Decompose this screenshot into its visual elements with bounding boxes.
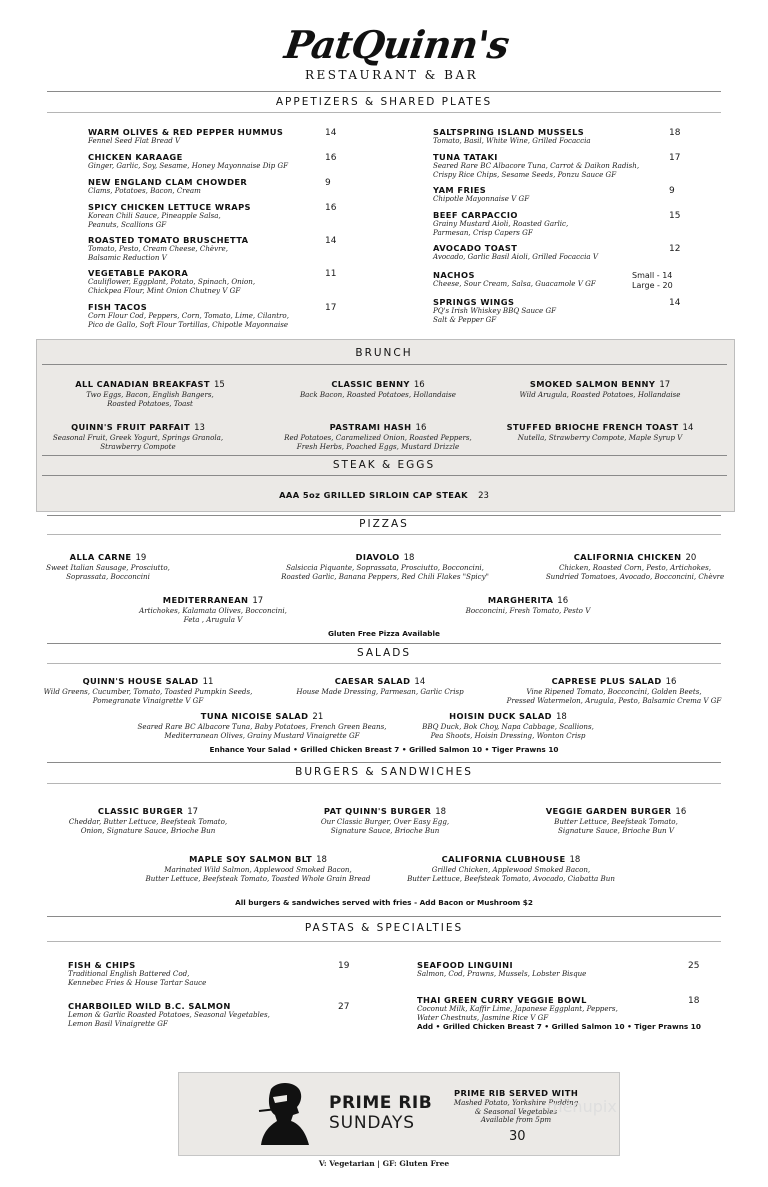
item-price: 11 [325, 269, 337, 279]
steak-item [0, 483, 768, 502]
item-description: Bocconcini, Fresh Tomato, Pesto V [465, 606, 591, 615]
item-name: TUNA NICOISE SALAD [200, 711, 309, 721]
item-price: 14 [669, 298, 681, 308]
item-price: 19 [338, 961, 350, 971]
menu-item [68, 1001, 328, 1028]
item-description: Lemon & Garlic Roasted Potatoes, Seasonal Vegetables, Lemon Basil Vinaigrette GF [68, 1010, 270, 1028]
menu-item [398, 704, 618, 740]
thai-add-note: Add • Grilled Chicken Breast 7 • Grilled Salmon 10 • Tiger Prawns 10 [417, 1022, 701, 1031]
item-price-small: Small - 14 [632, 271, 673, 280]
menu-item [132, 704, 392, 740]
item-title-line [418, 588, 638, 607]
item-price: 19 [135, 553, 147, 563]
item-name: NACHOS [433, 270, 475, 280]
item-price: 18 [569, 855, 581, 865]
item-name: THAI GREEN CURRY VEGGIE BOWL [417, 995, 587, 1005]
menu-item [253, 415, 503, 451]
item-name: CAPRESE PLUS SALAD [551, 676, 662, 686]
divider [42, 364, 727, 365]
restaurant-logo [281, 22, 512, 82]
item-description: Fennel Seed Flat Bread V [88, 136, 181, 145]
item-price: 17 [187, 807, 199, 817]
item-description: Our Classic Burger, Over Easy Egg, Signature Sauce, Brioche Bun [320, 817, 450, 835]
item-price: 16 [557, 596, 569, 606]
menu-item [88, 177, 315, 196]
divider [47, 643, 721, 644]
promo-subtitle: SUNDAYS [329, 1113, 415, 1133]
item-name: ALL CANADIAN BREAKFAST [75, 379, 210, 389]
item-name: CHARBOILED WILD B.C. SALMON [68, 1001, 231, 1011]
item-description: Grilled Chicken, Applewood Smoked Bacon, Butter Lettuce, Beefsteak Tomato, Avocado, Ciabatta Bun [407, 865, 615, 883]
menu-item [418, 588, 638, 616]
menu-item [128, 847, 388, 883]
menu-item [8, 545, 208, 581]
item-title-line [270, 669, 490, 688]
item-description: Korean Chili Sauce, Pineapple Salsa, Peanuts, Scallions GF [88, 211, 221, 229]
item-title-line [381, 847, 641, 866]
item-name: QUINN'S HOUSE SALAD [82, 676, 199, 686]
divider [47, 916, 721, 917]
item-description: Cheese, Sour Cream, Salsa, Guacamole V GF [433, 279, 596, 288]
menu-item [417, 995, 678, 1022]
burger-note: All burgers & sandwiches served with fries - Add Bacon or Mushroom $2 [235, 898, 533, 907]
divider [47, 663, 721, 664]
item-price: 16 [325, 153, 337, 163]
diet-legend: V: Vegetarian | GF: Gluten Free [318, 1159, 450, 1168]
menu-item [68, 960, 328, 987]
item-price: 16 [415, 423, 427, 433]
item-description: Avocado, Garlic Basil Aioli, Grilled Focaccia V [433, 252, 598, 261]
promo-served-desc: Mashed Potato, Yorkshire Pudding & Seasonal Vegetables Available from 5pm [453, 1098, 579, 1125]
item-price: 25 [688, 961, 700, 971]
item-description: Wild Greens, Cucumber, Tomato, Toasted Pumpkin Seeds, Pomegranate Vinaigrette V GF [43, 687, 253, 705]
menu-item [275, 799, 495, 835]
menu-item [268, 372, 488, 400]
item-name: TUNA TATAKI [433, 152, 498, 162]
item-price: 9 [669, 186, 675, 196]
item-description: House Made Dressing, Parmesan, Garlic Crisp [296, 687, 464, 696]
menu-item [270, 669, 490, 697]
logo-script: PatQuinn's [281, 22, 512, 67]
item-title-line [132, 704, 392, 723]
section-title-steak: STEAK & EGGS [332, 459, 436, 471]
divider [47, 112, 721, 113]
item-name: YAM FRIES [433, 185, 487, 195]
item-name: SEAFOOD LINGUINI [417, 960, 513, 970]
divider [47, 762, 721, 763]
divider [47, 783, 721, 784]
item-price: 17 [659, 380, 671, 390]
menu-item [28, 669, 268, 705]
item-price: 16 [325, 203, 337, 213]
item-price: 15 [669, 211, 681, 221]
item-name: WARM OLIVES & RED PEPPER HUMMUS [88, 127, 284, 137]
menu-item [88, 268, 315, 295]
item-price: 15 [213, 380, 225, 390]
item-description: Red Potatoes, Caramelized Onion, Roasted Peppers, Fresh Herbs, Poached Eggs, Mustard Drizzle [284, 433, 472, 451]
item-price: 16 [675, 807, 687, 817]
item-description: Seared Rare BC Albacore Tuna, Baby Potatoes, French Green Beans, Mediterranean Olives, Grainy Mustard Vinaigrette GF [137, 722, 387, 740]
item-description: Coconut Milk, Kaffir Lime, Japanese Eggplant, Peppers, Water Chestnuts, Jasmine Rice V GF [417, 1004, 618, 1022]
item-title-line [40, 372, 260, 391]
item-name: CLASSIC BENNY [331, 379, 410, 389]
item-name: PASTRAMI HASH [329, 422, 412, 432]
menu-item [417, 960, 678, 979]
menu-item [88, 152, 315, 171]
menu-item [88, 302, 315, 329]
section-title-pastas: PASTAS & SPECIALTIES [304, 922, 464, 934]
item-description: Chicken, Roasted Corn, Pesto, Artichokes, Sundried Tomatoes, Avocado, Bocconcini, Chèvre [545, 563, 725, 581]
steak-price: 23 [478, 491, 489, 501]
item-title-line [484, 669, 744, 688]
item-description: Ginger, Garlic, Soy, Sesame, Honey Mayonnaise Dip GF [88, 161, 289, 170]
item-name: FISH & CHIPS [68, 960, 136, 970]
item-price: 17 [325, 303, 337, 313]
item-price: 16 [413, 380, 425, 390]
item-name: ALLA CARNE [69, 552, 132, 562]
menu-item [480, 415, 720, 443]
item-name: ROASTED TOMATO BRUSCHETTA [88, 235, 249, 245]
item-title-line [8, 545, 208, 564]
item-name: STUFFED BRIOCHE FRENCH TOAST [506, 422, 679, 432]
item-description: Wild Arugula, Roasted Potatoes, Hollandaise [519, 390, 681, 399]
menu-item [433, 127, 659, 146]
salad-note: Enhance Your Salad • Grilled Chicken Breast 7 • Grilled Salmon 10 • Tiger Prawns 10 [209, 745, 559, 754]
promo-title: PRIME RIB [329, 1093, 433, 1113]
item-name: MARGHERITA [487, 595, 554, 605]
item-name: DIAVOLO [355, 552, 400, 562]
item-name: MEDITERRANEAN [162, 595, 249, 605]
pizza-note: Gluten Free Pizza Available [328, 629, 440, 638]
item-price: 9 [325, 178, 331, 188]
item-description: Seared Rare BC Albacore Tuna, Carrot & Daikon Radish, Crispy Rice Chips, Sesame Seeds, Ponzu Sauce GF [433, 161, 640, 179]
section-title-brunch: BRUNCH [355, 347, 413, 359]
item-price: 14 [325, 128, 337, 138]
item-description: Tomato, Pesto, Cream Cheese, Chèvre, Balsamic Reduction V [88, 244, 228, 262]
item-price: 18 [688, 996, 700, 1006]
item-price: 20 [685, 553, 697, 563]
section-title-burgers: BURGERS & SANDWICHES [295, 766, 473, 778]
item-description: Seasonal Fruit, Greek Yogurt, Springs Granola, Strawberry Compote [52, 433, 224, 451]
item-price: 18 [555, 712, 567, 722]
item-title-line [480, 415, 720, 434]
item-price-large: Large - 20 [632, 281, 673, 290]
item-name: CHICKEN KARAAGE [88, 152, 183, 162]
menu-item [433, 297, 659, 324]
item-title-line [128, 847, 388, 866]
menu-item [88, 202, 315, 229]
item-name: SALTSPRING ISLAND MUSSELS [433, 127, 585, 137]
menu-item [38, 799, 258, 835]
item-price: 14 [325, 236, 337, 246]
item-price: 13 [194, 423, 205, 433]
item-price: 18 [435, 807, 447, 817]
promo-price: 30 [509, 1129, 526, 1144]
menu-item [484, 669, 744, 705]
promo-served-heading: PRIME RIB SERVED WITH [454, 1088, 579, 1098]
menu-item [88, 127, 315, 146]
menu-item [433, 210, 659, 237]
item-price: 14 [414, 677, 426, 687]
watermark: menupix [547, 1097, 617, 1116]
item-name: CALIFORNIA CLUBHOUSE [441, 854, 566, 864]
item-name: PAT QUINN'S BURGER [323, 806, 432, 816]
divider [42, 475, 727, 476]
item-description: PQ's Irish Whiskey BBQ Sauce GF Salt & Pepper GF [433, 306, 557, 324]
menu-item [88, 235, 315, 262]
item-name: SMOKED SALMON BENNY [529, 379, 656, 389]
item-price: 27 [338, 1002, 350, 1012]
divider [47, 515, 721, 516]
item-name: CALIFORNIA CHICKEN [573, 552, 682, 562]
logo-subtitle: RESTAURANT & BAR [305, 68, 479, 82]
item-description: Salmon, Cod, Prawns, Mussels, Lobster Bisque [417, 969, 587, 978]
item-description: Cauliflower, Eggplant, Potato, Spinach, Onion, Chickpea Flour, Mint Onion Chutney V GF [88, 277, 256, 295]
item-price: 18 [669, 128, 681, 138]
menu-item [525, 545, 745, 581]
item-title-line [275, 799, 495, 818]
item-price: 12 [669, 244, 681, 254]
divider [42, 455, 727, 456]
section-title-salads: SALADS [356, 647, 412, 659]
item-description: Clams, Potatoes, Bacon, Cream [88, 186, 201, 195]
item-price: 18 [316, 855, 327, 865]
item-description: Chipotle Mayonnaise V GF [433, 194, 530, 203]
item-name: FISH TACOS [88, 302, 148, 312]
item-description: Two Eggs, Bacon, English Bangers, Roasted Potatoes, Toast [86, 390, 214, 408]
menu-item [433, 270, 659, 289]
item-name: CAESAR SALAD [334, 676, 411, 686]
portrait-icon [257, 1081, 311, 1147]
steak-name: AAA 5oz GRILLED SIRLOIN CAP STEAK [279, 490, 468, 500]
item-description: Traditional English Battered Cod, Kennebec Fries & House Tartar Sauce [68, 969, 207, 987]
item-name: CLASSIC BURGER [97, 806, 184, 816]
section-title-appetizers: APPETIZERS & SHARED PLATES [275, 96, 493, 108]
item-title-line [506, 799, 726, 818]
item-description: Vine Ripened Tomato, Bocconcini, Golden Beets, Pressed Watermelon, Arugula, Pesto, Balsamic Crema V GF [506, 687, 722, 705]
menu-item [433, 152, 659, 179]
divider [47, 534, 721, 535]
item-title-line [103, 588, 323, 607]
menu-item [381, 847, 641, 883]
item-description: Artichokes, Kalamata Olives, Bocconcini, Feta , Arugula V [139, 606, 287, 624]
item-description: Grainy Mustard Aioli, Roasted Garlic, Parmesan, Crisp Capers GF [433, 219, 569, 237]
item-description: Salsiccia Piquante, Soprassata, Prosciutto, Bocconcini, Roasted Garlic, Banana Peppers, Red Chili Flakes "Spicy" [281, 563, 489, 581]
item-title-line [525, 545, 745, 564]
item-description: Cheddar, Butter Lettuce, Beefsteak Tomato, Onion, Signature Sauce, Brioche Bun [68, 817, 228, 835]
menu-item [433, 243, 659, 262]
item-name: VEGETABLE PAKORA [88, 268, 189, 278]
item-price: 17 [669, 153, 681, 163]
menu-item [490, 372, 710, 400]
item-name: SPRINGS WINGS [433, 297, 515, 307]
item-description: Butter Lettuce, Beefsteak Tomato, Signature Sauce, Brioche Bun V [554, 817, 678, 835]
item-price: 21 [312, 712, 324, 722]
item-price: 11 [202, 677, 214, 687]
item-description: Corn Flour Cod, Peppers, Corn, Tomato, Lime, Cilantro, Pico de Gallo, Soft Flour Tortillas, Chipotle Mayonnaise [88, 311, 289, 329]
item-title-line [38, 799, 258, 818]
item-name: SPICY CHICKEN LETTUCE WRAPS [88, 202, 251, 212]
item-title-line [268, 372, 488, 391]
menu-item [103, 588, 323, 624]
item-description: BBQ Duck, Bok Choy, Napa Cabbage, Scallions, Pea Shoots, Hoisin Dressing, Wonton Crisp [422, 722, 594, 740]
item-name: NEW ENGLAND CLAM CHOWDER [88, 177, 248, 187]
divider [47, 91, 721, 92]
item-description: Tomato, Basil, White Wine, Grilled Focaccia [433, 136, 591, 145]
item-title-line [28, 669, 268, 688]
prime-rib-promo [178, 1072, 620, 1156]
menu-item [18, 415, 258, 451]
section-title-pizzas: PIZZAS [359, 518, 409, 530]
item-name: VEGGIE GARDEN BURGER [545, 806, 672, 816]
item-title-line [253, 415, 503, 434]
item-name: BEEF CARPACCIO [433, 210, 518, 220]
divider [47, 941, 721, 942]
item-price: 17 [252, 596, 264, 606]
menu-item [433, 185, 659, 204]
item-price: 14 [682, 423, 694, 433]
item-description: Marinated Wild Salmon, Applewood Smoked Bacon, Butter Lettuce, Beefsteak Tomato, Toasted Whole Grain Bread [145, 865, 371, 883]
menu-item [40, 372, 260, 408]
item-name: HOISIN DUCK SALAD [449, 711, 552, 721]
item-name: QUINN'S FRUIT PARFAIT [71, 422, 191, 432]
menu-item [255, 545, 515, 581]
item-title-line [398, 704, 618, 723]
item-name: AVOCADO TOAST [433, 243, 518, 253]
item-title-line [255, 545, 515, 564]
item-name: MAPLE SOY SALMON BLT [189, 854, 313, 864]
item-description: Nutella, Strawberry Compote, Maple Syrup V [517, 433, 683, 442]
item-description: Back Bacon, Roasted Potatoes, Hollandaise [299, 390, 457, 399]
item-price: 16 [665, 677, 677, 687]
item-price: 18 [403, 553, 415, 563]
item-description: Sweet Italian Sausage, Prosciutto, Soprassata, Bocconcini [46, 563, 170, 581]
item-title-line [490, 372, 710, 391]
item-title-line [18, 415, 258, 434]
menu-item [506, 799, 726, 835]
